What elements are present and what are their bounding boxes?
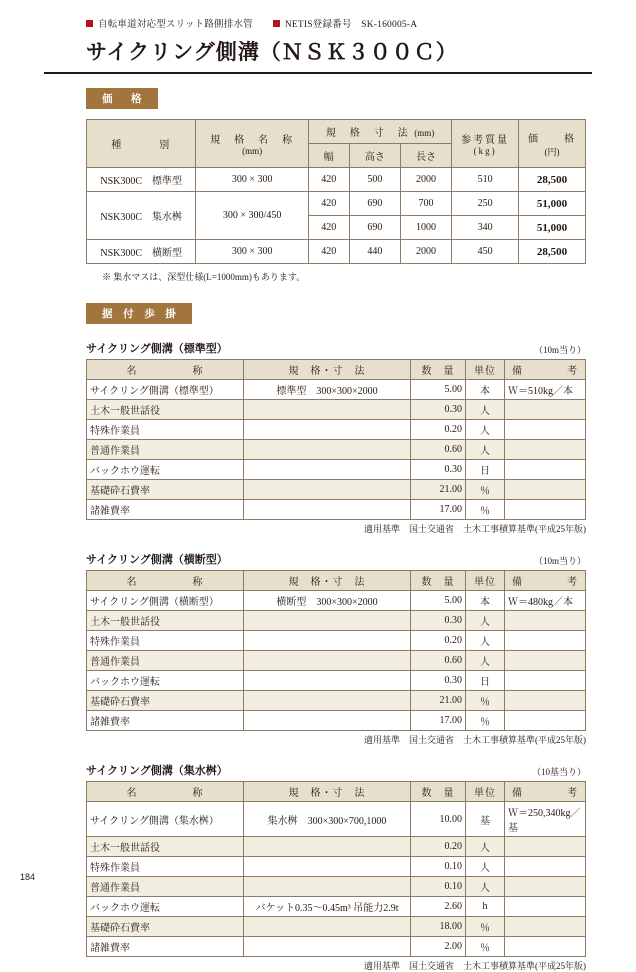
title-divider: [44, 72, 592, 74]
cell-spec: [244, 420, 411, 440]
spec-table: [86, 781, 586, 957]
table-row: [87, 917, 586, 937]
block-unit-note: （10基当り）: [531, 767, 586, 777]
cell-qty: 0.10: [411, 877, 466, 897]
cell-unit: 人: [466, 837, 505, 857]
cell-weight: 250: [452, 192, 519, 216]
col-qty: 数 量: [411, 360, 466, 380]
cell-name: バックホウ運転: [87, 460, 244, 480]
kicker-2-label: NETIS登録番号 SK-160005-A: [284, 20, 418, 30]
cell-name: 土木一般世話役: [87, 837, 244, 857]
kicker-1-label: 自転車道対応型スリット路側排水管: [98, 20, 253, 30]
block-title: サイクリング側溝（横断型）: [86, 554, 228, 566]
cell-type: NSK300C 集水桝: [87, 192, 196, 240]
cell-name: サイクリング側溝（横断型）: [87, 591, 244, 611]
table-row: [87, 380, 586, 400]
cell-unit: 本: [466, 591, 505, 611]
table-row: [87, 460, 586, 480]
cell-unit: 人: [466, 400, 505, 420]
col-name: 名 称: [87, 571, 244, 591]
cell-qty: 0.10: [411, 857, 466, 877]
cell-price: 51,000: [519, 216, 586, 240]
cell-name: サイクリング側溝（集水桝）: [87, 802, 244, 837]
kicker-row: [86, 0, 592, 30]
cell-remark: [505, 671, 586, 691]
cell-spec: [244, 460, 411, 480]
cell-spec: [244, 480, 411, 500]
col-unit: 単位: [466, 571, 505, 591]
cell-weight: 340: [452, 216, 519, 240]
table-row: [87, 937, 586, 957]
cell-spec: [244, 857, 411, 877]
cell-remark: [505, 691, 586, 711]
cell-spec: [244, 937, 411, 957]
price-section-header: [86, 88, 592, 109]
cell-name: 普通作業員: [87, 440, 244, 460]
col-price: 価 格 (円): [519, 120, 586, 168]
cell-spec: バケット0.35～0.45m³ 吊能力2.9t: [244, 897, 411, 917]
cell-qty: 0.60: [411, 651, 466, 671]
table-row: [87, 802, 586, 837]
cell-width: 420: [308, 216, 349, 240]
cell-width: 420: [308, 168, 349, 192]
cell-name: バックホウ運転: [87, 671, 244, 691]
cell-qty: 0.20: [411, 631, 466, 651]
cell-qty: 17.00: [411, 500, 466, 520]
cell-remark: [505, 937, 586, 957]
cell-name: 普通作業員: [87, 651, 244, 671]
cell-name: 諸雑費率: [87, 937, 244, 957]
table-row: [87, 651, 586, 671]
cell-unit: 日: [466, 460, 505, 480]
table-row: [87, 420, 586, 440]
cell-unit: 人: [466, 877, 505, 897]
cell-unit: ％: [466, 711, 505, 731]
cell-unit: h: [466, 897, 505, 917]
spec-block-crossing: [86, 551, 592, 746]
cell-unit: 人: [466, 857, 505, 877]
cell-spec: 横断型 300×300×2000: [244, 591, 411, 611]
cell-unit: 基: [466, 802, 505, 837]
cell-spec: [244, 877, 411, 897]
spec-block-catchbasin: [86, 762, 592, 972]
cell-name: 諸雑費率: [87, 500, 244, 520]
cell-spec: [244, 711, 411, 731]
cell-remark: [505, 400, 586, 420]
install-section-header: [86, 303, 592, 324]
basis-note: 適用基準 国土交通省 土木工事積算基準(平成25年版): [364, 735, 586, 745]
table-row: [87, 877, 586, 897]
cell-qty: 21.00: [411, 691, 466, 711]
basis-note: 適用基準 国土交通省 土木工事積算基準(平成25年版): [364, 524, 586, 534]
cell-name: 基礎砕石費率: [87, 691, 244, 711]
col-spec: 規 格・寸 法: [244, 782, 411, 802]
cell-unit: 人: [466, 611, 505, 631]
spec-block-standard: [86, 340, 592, 535]
cell-qty: 10.00: [411, 802, 466, 837]
cell-qty: 0.30: [411, 400, 466, 420]
cell-length: 2000: [400, 240, 451, 264]
square-bullet-icon: [86, 20, 93, 27]
cell-remark: [505, 711, 586, 731]
cell-name: 普通作業員: [87, 877, 244, 897]
table-row: [87, 500, 586, 520]
cell-spec: 300 × 300: [196, 240, 308, 264]
cell-qty: 17.00: [411, 711, 466, 731]
square-bullet-icon: [273, 20, 280, 27]
cell-width: 420: [308, 240, 349, 264]
cell-spec: 300 × 300: [196, 168, 308, 192]
cell-unit: 本: [466, 380, 505, 400]
block-header: [86, 340, 586, 356]
cell-qty: 5.00: [411, 380, 466, 400]
cell-qty: 0.30: [411, 671, 466, 691]
block-title: サイクリング側溝（標準型）: [86, 343, 228, 355]
price-section-label: 価 格: [86, 88, 158, 109]
cell-qty: 2.60: [411, 897, 466, 917]
cell-name: 土木一般世話役: [87, 400, 244, 420]
cell-name: 特殊作業員: [87, 631, 244, 651]
col-width: 幅: [308, 144, 349, 168]
cell-remark: [505, 631, 586, 651]
cell-remark: [505, 460, 586, 480]
table-row: [87, 631, 586, 651]
cell-price: 28,500: [519, 240, 586, 264]
block-title: サイクリング側溝（集水桝）: [86, 765, 228, 777]
cell-remark: Ｗ＝250,340kg／基: [505, 802, 586, 837]
cell-spec: [244, 440, 411, 460]
cell-name: 諸雑費率: [87, 711, 244, 731]
col-remark: 備 考: [505, 360, 586, 380]
cell-width: 420: [308, 192, 349, 216]
cell-type: NSK300C 横断型: [87, 240, 196, 264]
cell-spec: 300 × 300/450: [196, 192, 308, 240]
cell-length: 700: [400, 192, 451, 216]
cell-spec: 標準型 300×300×2000: [244, 380, 411, 400]
table-row: [87, 240, 586, 264]
cell-qty: 0.30: [411, 611, 466, 631]
cell-unit: ％: [466, 500, 505, 520]
cell-remark: [505, 500, 586, 520]
col-qty: 数 量: [411, 782, 466, 802]
table-row: [87, 480, 586, 500]
page-number: 184: [20, 872, 36, 882]
table-row: [87, 400, 586, 420]
cell-qty: 5.00: [411, 591, 466, 611]
block-unit-note: （10m当り）: [533, 345, 586, 355]
cell-unit: ％: [466, 917, 505, 937]
col-weight: 参考質量 (kg): [452, 120, 519, 168]
cell-remark: [505, 611, 586, 631]
price-note: ※ 集水マスは、深型仕様(L=1000mm)もあります。: [102, 272, 306, 282]
cell-height: 440: [349, 240, 400, 264]
cell-qty: 18.00: [411, 917, 466, 937]
cell-type: NSK300C 標準型: [87, 168, 196, 192]
cell-name: バックホウ運転: [87, 897, 244, 917]
cell-unit: 人: [466, 420, 505, 440]
spec-table: [86, 570, 586, 731]
cell-spec: [244, 611, 411, 631]
cell-unit: 人: [466, 631, 505, 651]
cell-name: 基礎砕石費率: [87, 480, 244, 500]
price-table: [86, 119, 586, 264]
cell-name: サイクリング側溝（標準型）: [87, 380, 244, 400]
col-unit: 単位: [466, 360, 505, 380]
cell-remark: [505, 420, 586, 440]
cell-remark: [505, 651, 586, 671]
cell-unit: ％: [466, 691, 505, 711]
col-name: 名 称: [87, 360, 244, 380]
install-section-label: 据 付 歩 掛: [86, 303, 192, 324]
cell-weight: 510: [452, 168, 519, 192]
col-qty: 数 量: [411, 571, 466, 591]
cell-spec: [244, 651, 411, 671]
cell-spec: [244, 400, 411, 420]
cell-spec: [244, 917, 411, 937]
cell-remark: [505, 877, 586, 897]
cell-qty: 2.00: [411, 937, 466, 957]
cell-weight: 450: [452, 240, 519, 264]
block-header: [86, 551, 586, 567]
cell-unit: ％: [466, 480, 505, 500]
col-remark: 備 考: [505, 571, 586, 591]
cell-remark: Ｗ＝480kg／本: [505, 591, 586, 611]
cell-unit: ％: [466, 937, 505, 957]
cell-name: 特殊作業員: [87, 857, 244, 877]
col-type: 種 別: [87, 120, 196, 168]
table-row: [87, 440, 586, 460]
cell-qty: 0.20: [411, 420, 466, 440]
cell-qty: 21.00: [411, 480, 466, 500]
cell-spec: [244, 500, 411, 520]
page-title: サイクリング側溝（ＮＳＫ３００Ｃ）: [86, 40, 458, 64]
cell-name: 土木一般世話役: [87, 611, 244, 631]
cell-remark: Ｗ＝510kg／本: [505, 380, 586, 400]
cell-height: 500: [349, 168, 400, 192]
table-row: [87, 591, 586, 611]
col-name: 名 称: [87, 782, 244, 802]
kicker-1: [86, 16, 253, 30]
cell-qty: 0.60: [411, 440, 466, 460]
cell-spec: [244, 631, 411, 651]
col-dimensions: 規 格 寸 法 (mm): [308, 120, 451, 144]
table-row: [87, 671, 586, 691]
cell-remark: [505, 857, 586, 877]
table-row: [87, 857, 586, 877]
table-row: [87, 837, 586, 857]
col-spec: 規 格・寸 法: [244, 571, 411, 591]
cell-name: 特殊作業員: [87, 420, 244, 440]
cell-spec: [244, 671, 411, 691]
basis-note: 適用基準 国土交通省 土木工事積算基準(平成25年版): [364, 961, 586, 971]
table-row: [87, 168, 586, 192]
cell-remark: [505, 837, 586, 857]
cell-price: 28,500: [519, 168, 586, 192]
cell-spec: [244, 691, 411, 711]
col-unit: 単位: [466, 782, 505, 802]
cell-height: 690: [349, 192, 400, 216]
col-spec: 規 格・寸 法: [244, 360, 411, 380]
cell-remark: [505, 440, 586, 460]
block-header: [86, 762, 586, 778]
cell-length: 2000: [400, 168, 451, 192]
cell-spec: 集水桝 300×300×700,1000: [244, 802, 411, 837]
cell-unit: 人: [466, 440, 505, 460]
cell-qty: 0.30: [411, 460, 466, 480]
table-row: [87, 711, 586, 731]
table-row: [87, 691, 586, 711]
kicker-2: [273, 16, 417, 30]
cell-spec: [244, 837, 411, 857]
table-row: [87, 611, 586, 631]
cell-unit: 人: [466, 651, 505, 671]
cell-remark: [505, 917, 586, 937]
col-remark: 備 考: [505, 782, 586, 802]
cell-length: 1000: [400, 216, 451, 240]
cell-unit: 日: [466, 671, 505, 691]
table-row: [87, 192, 586, 216]
col-length: 長さ: [400, 144, 451, 168]
col-height: 高さ: [349, 144, 400, 168]
cell-height: 690: [349, 216, 400, 240]
cell-name: 基礎砕石費率: [87, 917, 244, 937]
cell-price: 51,000: [519, 192, 586, 216]
spec-table: [86, 359, 586, 520]
block-unit-note: （10m当り）: [533, 556, 586, 566]
cell-qty: 0.20: [411, 837, 466, 857]
cell-remark: [505, 480, 586, 500]
col-spec-name: 規 格 名 称 (mm): [196, 120, 308, 168]
